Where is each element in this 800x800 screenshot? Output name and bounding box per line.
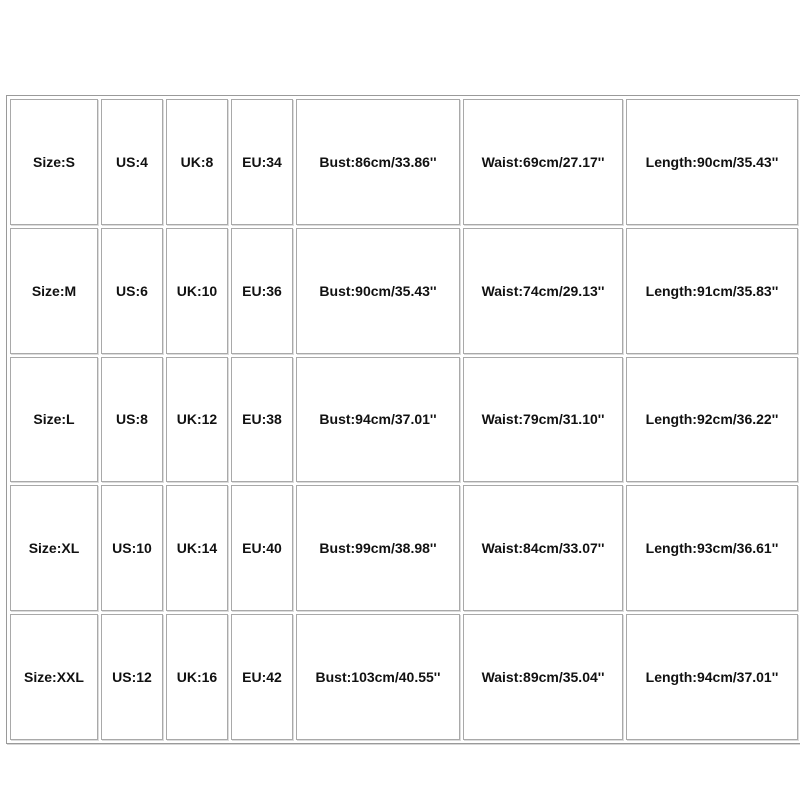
eu-size-cell: EU:36: [231, 228, 293, 354]
bust-cell: Bust:94cm/37.01'': [296, 357, 460, 483]
uk-size-cell: UK:10: [166, 228, 228, 354]
size-cell: Size:L: [10, 357, 98, 483]
size-row-l: [10, 357, 798, 483]
eu-size-cell: EU:34: [231, 99, 293, 225]
size-chart-table: [6, 95, 800, 744]
bust-cell: Bust:99cm/38.98'': [296, 485, 460, 611]
uk-size-cell: UK:16: [166, 614, 228, 740]
us-size-cell: US:4: [101, 99, 163, 225]
us-size-cell: US:10: [101, 485, 163, 611]
length-cell: Length:90cm/35.43'': [626, 99, 798, 225]
size-cell: Size:S: [10, 99, 98, 225]
size-cell: Size:XXL: [10, 614, 98, 740]
size-cell: Size:M: [10, 228, 98, 354]
size-cell: Size:XL: [10, 485, 98, 611]
size-row-xxl: [10, 614, 798, 740]
waist-cell: Waist:74cm/29.13'': [463, 228, 623, 354]
length-cell: Length:92cm/36.22'': [626, 357, 798, 483]
bust-cell: Bust:86cm/33.86'': [296, 99, 460, 225]
uk-size-cell: UK:14: [166, 485, 228, 611]
waist-cell: Waist:69cm/27.17'': [463, 99, 623, 225]
size-row-s: [10, 99, 798, 225]
us-size-cell: US:12: [101, 614, 163, 740]
waist-cell: Waist:84cm/33.07'': [463, 485, 623, 611]
bust-cell: Bust:103cm/40.55'': [296, 614, 460, 740]
uk-size-cell: UK:8: [166, 99, 228, 225]
length-cell: Length:94cm/37.01'': [626, 614, 798, 740]
size-row-m: [10, 228, 798, 354]
eu-size-cell: EU:38: [231, 357, 293, 483]
bust-cell: Bust:90cm/35.43'': [296, 228, 460, 354]
waist-cell: Waist:89cm/35.04'': [463, 614, 623, 740]
us-size-cell: US:6: [101, 228, 163, 354]
length-cell: Length:93cm/36.61'': [626, 485, 798, 611]
us-size-cell: US:8: [101, 357, 163, 483]
length-cell: Length:91cm/35.83'': [626, 228, 798, 354]
eu-size-cell: EU:40: [231, 485, 293, 611]
waist-cell: Waist:79cm/31.10'': [463, 357, 623, 483]
uk-size-cell: UK:12: [166, 357, 228, 483]
eu-size-cell: EU:42: [231, 614, 293, 740]
size-row-xl: [10, 485, 798, 611]
